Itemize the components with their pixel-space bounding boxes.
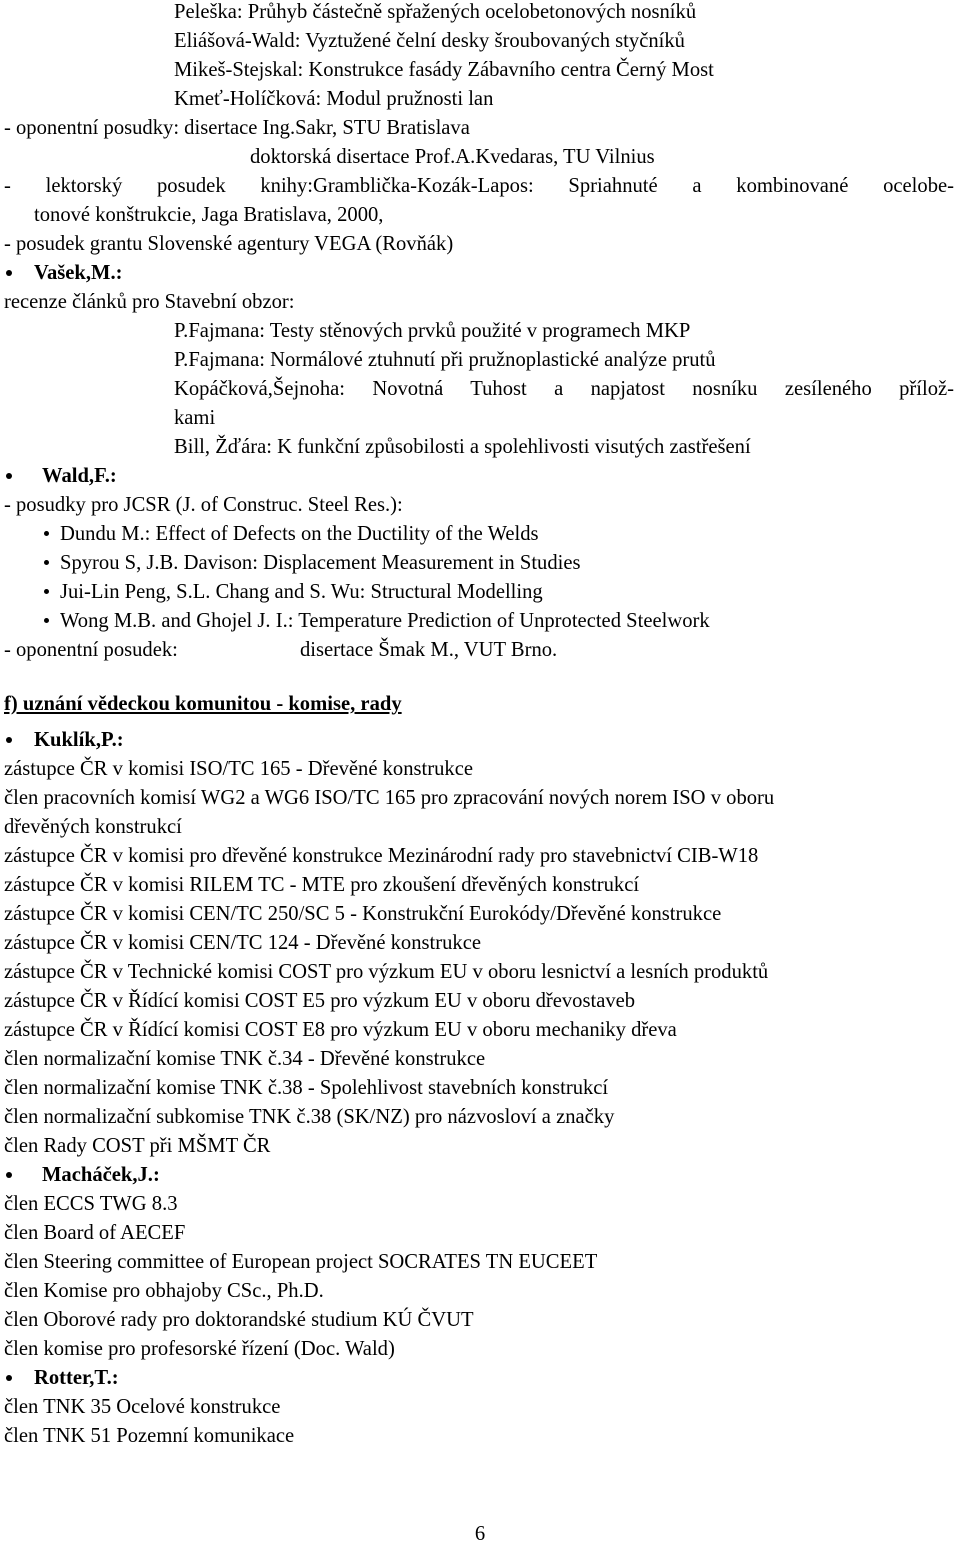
membership-line: člen normalizační komise TNK č.38 - Spolehlivost stavebních konstrukcí	[4, 1077, 609, 1099]
lecture-review-line: tonové konštrukcie, Jaga Bratislava, 2000,	[34, 204, 384, 226]
reviews-intro: recenze článků pro Stavební obzor:	[4, 291, 295, 313]
bullet-icon	[6, 1375, 12, 1381]
bullet-icon	[44, 560, 49, 565]
membership-line: zástupce ČR v komisi pro dřevěné konstrukce Mezinárodní rady pro stavebnictví CIB-W18	[4, 845, 759, 867]
membership-line: zástupce ČR v komisi ISO/TC 165 - Dřevěné konstrukce	[4, 758, 473, 780]
membership-line: dřevěných konstrukcí	[4, 816, 182, 838]
review-item: Kopáčková,Šejnoha: Novotná Tuhost a napjatost nosníku zesíleného přílož-	[174, 378, 954, 400]
review-line: Peleška: Průhyb částečně spřažených ocelobetonových nosníků	[174, 1, 697, 23]
membership-line: člen ECCS TWG 8.3	[4, 1193, 178, 1215]
jcsr-review-item: Dundu M.: Effect of Defects on the Ductility of the Welds	[60, 523, 539, 545]
jcsr-review-item: Jui-Lin Peng, S.L. Chang and S. Wu: Structural Modelling	[60, 581, 543, 603]
review-item: P.Fajmana: Testy stěnových prvků použité v programech MKP	[174, 320, 691, 342]
bullet-icon	[6, 1172, 12, 1178]
membership-line: zástupce ČR v Technické komisi COST pro výzkum EU v oboru lesnictví a lesních produktů	[4, 961, 769, 983]
bullet-icon	[44, 618, 49, 623]
membership-line: člen normalizační komise TNK č.34 - Dřevěné konstrukce	[4, 1048, 486, 1070]
section-heading: f) uznání vědeckou komunitou - komise, rady	[4, 693, 402, 715]
opponent-reviews-line: doktorská disertace Prof.A.Kvedaras, TU Vilnius	[250, 146, 655, 168]
person-heading: Wald,F.:	[42, 465, 117, 487]
membership-line: zástupce ČR v komisi CEN/TC 124 - Dřevěné konstrukce	[4, 932, 481, 954]
jcsr-review-item: Spyrou S, J.B. Davison: Displacement Measurement in Studies	[60, 552, 581, 574]
lecture-review-line: - lektorský posudek knihy:Gramblička-Kozák-Lapos: Spriahnuté a kombinované ocelobe-	[4, 175, 954, 197]
review-line: Kmeť-Holíčková: Modul pružnosti lan	[174, 88, 494, 110]
opponent-review-label: - oponentní posudek:	[4, 639, 178, 661]
membership-line: zástupce ČR v Řídící komisi COST E5 pro výzkum EU v oboru dřevostaveb	[4, 990, 636, 1012]
membership-line: člen Steering committee of European project SOCRATES TN EUCEET	[4, 1251, 598, 1273]
review-line: Eliášová-Wald: Vyztužené čelní desky šroubovaných styčníků	[174, 30, 685, 52]
membership-line: zástupce ČR v komisi RILEM TC - MTE pro zkoušení dřevěných konstrukcí	[4, 874, 640, 896]
review-item: Bill, Žďára: K funkční způsobilosti a spolehlivosti visutých zastřešení	[174, 436, 751, 458]
membership-line: člen TNK 35 Ocelové konstrukce	[4, 1396, 281, 1418]
membership-line: zástupce ČR v komisi CEN/TC 250/SC 5 - Konstrukční Eurokódy/Dřevěné konstrukce	[4, 903, 722, 925]
membership-line: člen Oborové rady pro doktorandské studium KÚ ČVUT	[4, 1309, 474, 1331]
person-heading: Macháček,J.:	[42, 1164, 160, 1186]
bullet-icon	[6, 737, 12, 743]
review-item: P.Fajmana: Normálové ztuhnutí při pružnoplastické analýze prutů	[174, 349, 716, 371]
membership-line: člen komise pro profesorské řízení (Doc. Wald)	[4, 1338, 395, 1360]
membership-line: zástupce ČR v Řídící komisi COST E8 pro výzkum EU v oboru mechaniky dřeva	[4, 1019, 677, 1041]
review-item: kami	[174, 407, 216, 429]
review-line: Mikeš-Stejskal: Konstrukce fasády Zábavního centra Černý Most	[174, 59, 714, 81]
bullet-icon	[6, 473, 12, 479]
bullet-icon	[44, 531, 49, 536]
opponent-review-value: disertace Šmak M., VUT Brno.	[300, 639, 558, 661]
opponent-reviews-line: - oponentní posudky: disertace Ing.Sakr, STU Bratislava	[4, 117, 470, 139]
person-heading: Kuklík,P.:	[34, 729, 124, 751]
membership-line: člen normalizační subkomise TNK č.38 (SK/NZ) pro názvosloví a značky	[4, 1106, 615, 1128]
person-heading: Vašek,M.:	[34, 262, 123, 284]
person-heading: Rotter,T.:	[34, 1367, 119, 1389]
page-number: 6	[474, 1523, 486, 1545]
membership-line: člen TNK 51 Pozemní komunikace	[4, 1425, 295, 1447]
membership-line: člen Rady COST při MŠMT ČR	[4, 1135, 271, 1157]
membership-line: člen Board of AECEF	[4, 1222, 186, 1244]
grant-review-line: - posudek grantu Slovenské agentury VEGA (Rovňák)	[4, 233, 454, 255]
bullet-icon	[6, 270, 12, 276]
jcsr-review-item: Wong M.B. and Ghojel J. I.: Temperature Prediction of Unprotected Steelwork	[60, 610, 710, 632]
membership-line: člen pracovních komisí WG2 a WG6 ISO/TC 165 pro zpracování nových norem ISO v oboru	[4, 787, 775, 809]
bullet-icon	[44, 589, 49, 594]
jcsr-reviews-intro: - posudky pro JCSR (J. of Construc. Steel Res.):	[4, 494, 403, 516]
membership-line: člen Komise pro obhajoby CSc., Ph.D.	[4, 1280, 324, 1302]
